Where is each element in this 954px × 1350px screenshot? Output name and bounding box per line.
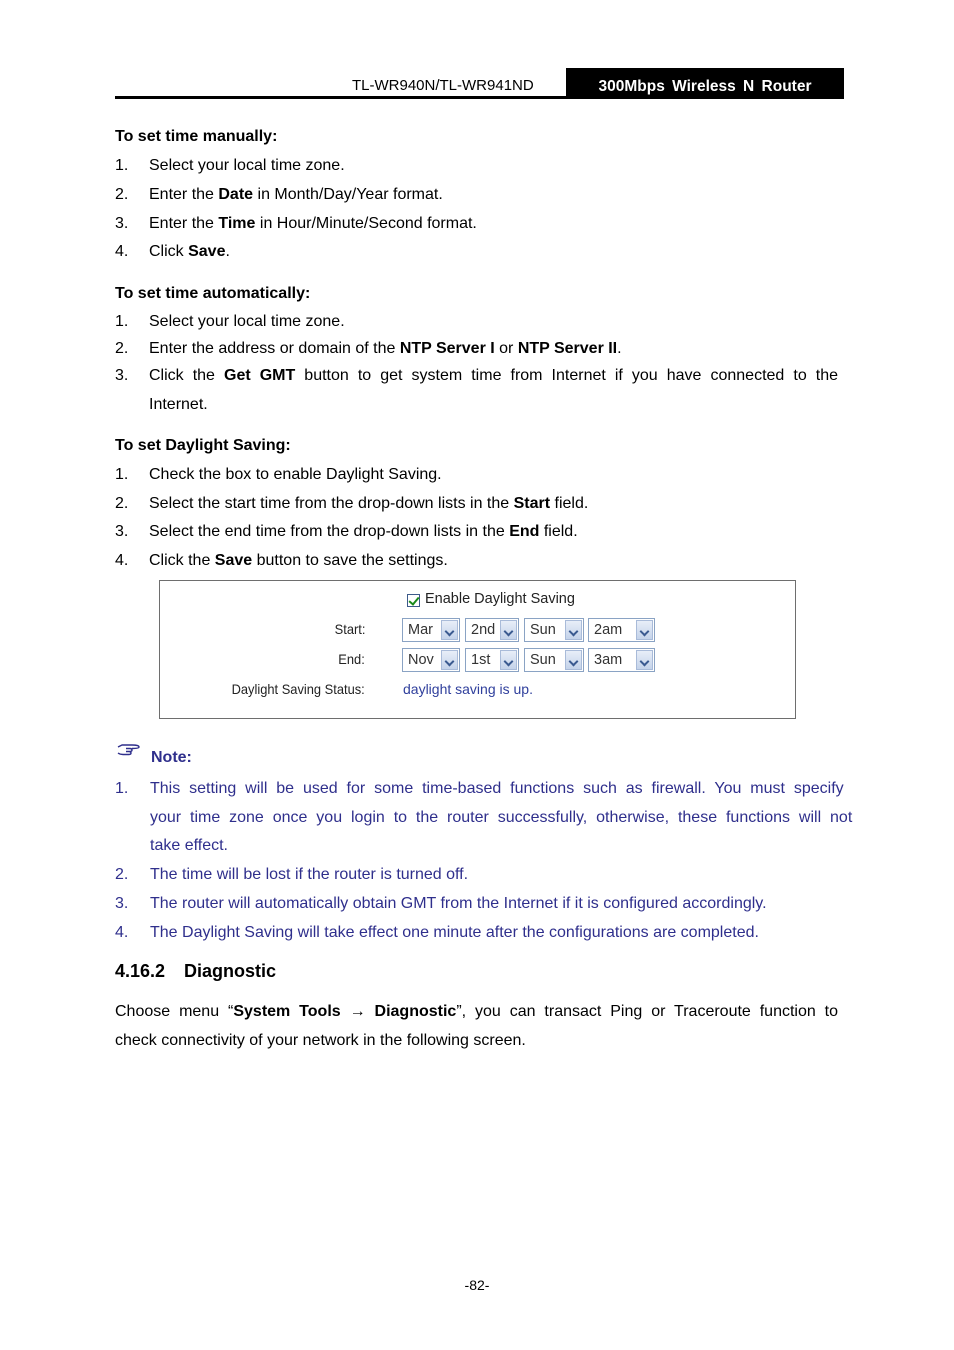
note-text: your time zone once you login to the router successfully, otherwise, these functions will not [150, 809, 853, 826]
note-number: 4. [115, 924, 129, 941]
note-number: 1. [115, 780, 129, 797]
step-text: Click Save. [149, 243, 230, 260]
end-week-select[interactable]: 1st [465, 648, 519, 672]
step-number: 2. [115, 186, 129, 203]
step-text: Click the Get GMT button to get system time from Internet if you have connected to the [149, 367, 839, 384]
step-number: 1. [115, 466, 129, 483]
start-week-select[interactable]: 2nd [465, 618, 519, 642]
chevron-down-icon [565, 620, 582, 640]
chevron-down-icon [441, 650, 458, 670]
chevron-down-icon [636, 650, 653, 670]
chevron-down-icon [500, 620, 517, 640]
step-text: Check the box to enable Daylight Saving. [149, 466, 442, 483]
page-number: -82- [464, 1277, 490, 1293]
step-text: Click the Save button to save the settings. [149, 552, 448, 569]
end-month-select[interactable]: Nov [402, 648, 460, 672]
step-text: Select the start time from the drop-down lists in the Start field. [149, 495, 589, 512]
step-text: Enter the address or domain of the NTP Server I or NTP Server II. [149, 340, 622, 357]
step-text-continued: Internet. [149, 396, 208, 413]
header-model: TL-WR940N/TL-WR941ND [352, 77, 534, 94]
section-paragraph-line2: check connectivity of your network in the following screen. [115, 1032, 526, 1049]
header-rule [115, 96, 566, 99]
start-hour-select[interactable]: 2am [588, 618, 655, 642]
step-number: 1. [115, 313, 129, 330]
section-title: 4.16.2 Diagnostic [115, 961, 277, 981]
auto-heading: To set time automatically: [115, 285, 311, 302]
note-text: The Daylight Saving will take effect one minute after the configurations are completed. [150, 924, 759, 941]
step-number: 4. [115, 243, 129, 260]
chevron-down-icon [500, 650, 517, 670]
step-number: 2. [115, 495, 129, 512]
step-number: 3. [115, 215, 129, 232]
start-month-select[interactable]: Mar [402, 618, 460, 642]
step-number: 3. [115, 367, 129, 384]
note-number: 3. [115, 895, 129, 912]
step-text: Enter the Date in Month/Day/Year format. [149, 186, 443, 203]
section-paragraph: Choose menu “System Tools → Diagnostic”, you can transact Ping or Traceroute function to [115, 1003, 839, 1020]
end-hour-select[interactable]: 3am [588, 648, 655, 672]
daylight-heading: To set Daylight Saving: [115, 437, 291, 454]
step-text: Select your local time zone. [149, 313, 345, 330]
note-text: The time will be lost if the router is turned off. [150, 866, 469, 883]
status-value: daylight saving is up. [403, 681, 533, 697]
chevron-down-icon [441, 620, 458, 640]
start-label: Start: [334, 621, 365, 637]
header-product: 300Mbps Wireless N Router [566, 68, 844, 99]
chevron-down-icon [565, 650, 582, 670]
chevron-down-icon [636, 620, 653, 640]
note-title: Note: [151, 749, 192, 766]
step-number: 3. [115, 523, 129, 540]
arrow-icon: → [349, 1003, 366, 1020]
status-label: Daylight Saving Status: [231, 681, 365, 697]
step-number: 2. [115, 340, 129, 357]
note-text: take effect. [150, 837, 228, 854]
note-number: 2. [115, 866, 129, 883]
step-text: Select the end time from the drop-down lists in the End field. [149, 523, 578, 540]
note-text: The router will automatically obtain GMT from the Internet if it is configured accordingly. [150, 895, 767, 912]
daylight-saving-panel [159, 580, 796, 719]
enable-daylight-checkbox[interactable] [407, 594, 420, 607]
step-text: Enter the Time in Hour/Minute/Second format. [149, 215, 477, 232]
pointing-hand-icon [117, 741, 141, 757]
manual-heading: To set time manually: [115, 128, 278, 145]
end-label: End: [338, 651, 365, 667]
start-day-select[interactable]: Sun [524, 618, 584, 642]
step-text: Select your local time zone. [149, 157, 345, 174]
end-day-select[interactable]: Sun [524, 648, 584, 672]
step-number: 1. [115, 157, 129, 174]
enable-daylight-label: Enable Daylight Saving [425, 591, 575, 607]
note-text: This setting will be used for some time-based functions such as firewall. You must specify [150, 780, 844, 797]
step-number: 4. [115, 552, 129, 569]
